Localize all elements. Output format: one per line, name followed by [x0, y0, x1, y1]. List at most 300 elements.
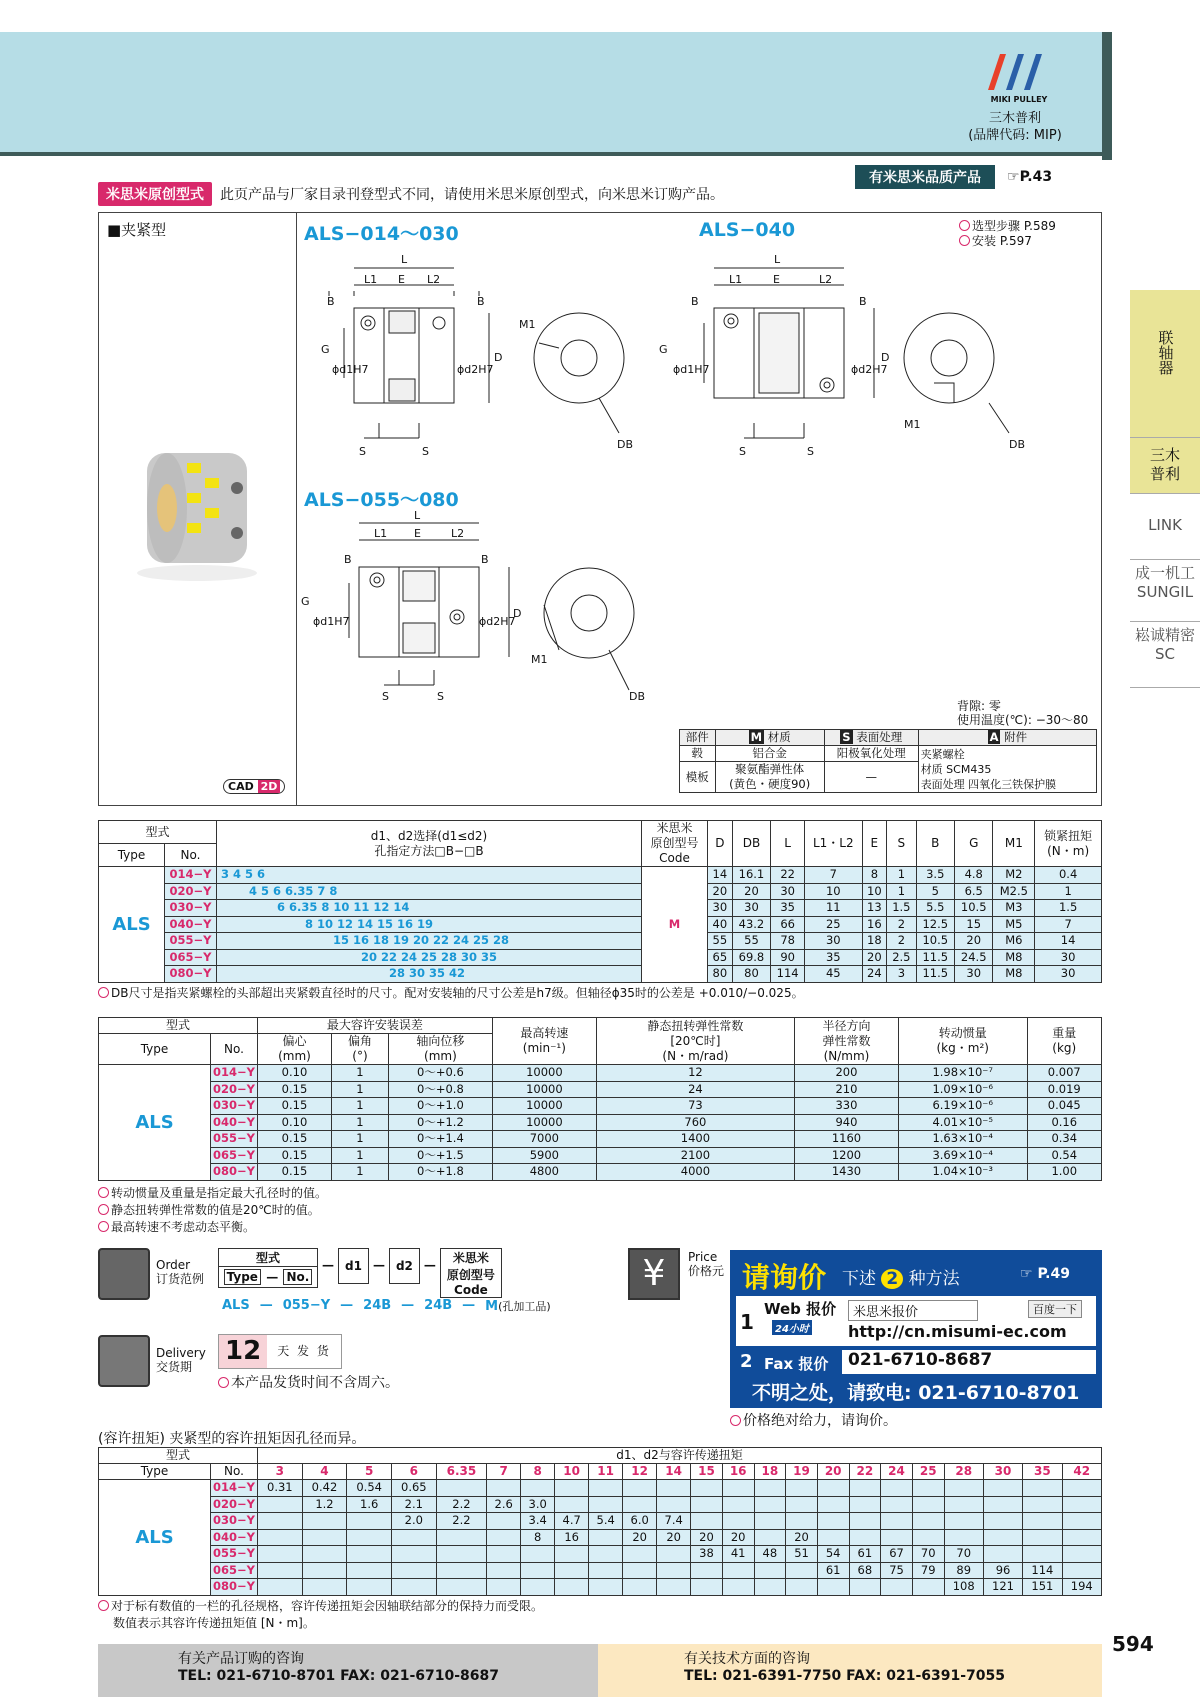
t3-cell	[391, 1579, 436, 1596]
dim-G: G	[659, 343, 668, 356]
t2-cell: 10000	[492, 1114, 596, 1131]
notice-bar	[98, 182, 724, 206]
t1-cell: 43.2	[732, 916, 770, 933]
t3-cell	[722, 1496, 754, 1513]
t3-cell	[786, 1496, 818, 1513]
t3-cell: 20	[786, 1529, 818, 1546]
t1-cell: 69.8	[732, 949, 770, 966]
table-row	[99, 1081, 1102, 1098]
t1-cell: 15	[954, 916, 992, 933]
t2-cell: 5900	[492, 1147, 596, 1164]
t2-cell: 0〜+1.8	[388, 1164, 492, 1181]
t3-cell	[817, 1480, 849, 1497]
table-row	[99, 1065, 1102, 1082]
t3-cell	[983, 1496, 1022, 1513]
t3-bore-header: 20	[817, 1464, 849, 1480]
order-dash: —	[423, 1258, 436, 1272]
order-h-type: 型式	[219, 1249, 317, 1267]
price-label-en: Price	[688, 1250, 718, 1264]
t3-cell	[589, 1546, 623, 1563]
product-photo-panel	[99, 213, 297, 805]
t3-cell	[754, 1480, 786, 1497]
t1-cell: 35	[805, 949, 862, 966]
t2-cell: 0.54	[1027, 1147, 1101, 1164]
t3-cell	[691, 1579, 723, 1596]
t2-cell: 1	[332, 1114, 389, 1131]
t3-type: ALS	[99, 1480, 211, 1596]
dim-L1: L1	[729, 273, 743, 286]
install-ref: 安装 P.597	[972, 234, 1032, 248]
cad-label: CAD	[228, 780, 254, 793]
table-row	[99, 966, 1102, 983]
side-item-link[interactable]	[1130, 494, 1200, 560]
dim-d1: ϕd1H7	[313, 615, 350, 628]
t3-cell	[944, 1513, 983, 1530]
t3-cell	[1023, 1513, 1062, 1530]
t3-cell: 0.65	[391, 1480, 436, 1497]
t3-cell	[257, 1562, 302, 1579]
t2-cell: 0〜+1.0	[388, 1098, 492, 1115]
t1-cell: M8	[993, 966, 1035, 983]
t3-cell	[722, 1562, 754, 1579]
t3-cell	[347, 1513, 392, 1530]
t3-cell	[657, 1546, 691, 1563]
side-item-label: 崧诚精密 SC	[1134, 626, 1195, 663]
dim-D: D	[881, 351, 890, 364]
t3-cell	[786, 1562, 818, 1579]
category-label: ■夹紧型	[107, 221, 167, 239]
dimension-drawing-055-080	[299, 495, 659, 735]
t2-cell: 0.019	[1027, 1081, 1101, 1098]
t3-cell	[881, 1496, 913, 1513]
t3-cell	[555, 1579, 589, 1596]
t3-bore-header: 18	[754, 1464, 786, 1480]
t1-header-col: M1	[993, 821, 1035, 867]
order-example-d2: 24B	[424, 1298, 453, 1313]
t3-cell	[302, 1579, 347, 1596]
t3-bore-header: 6	[391, 1464, 436, 1480]
t2-cell: 10000	[492, 1065, 596, 1082]
t3-cell	[691, 1496, 723, 1513]
t3-cell	[754, 1579, 786, 1596]
hint-icon	[730, 1415, 741, 1426]
side-item-miki[interactable]	[1130, 438, 1200, 494]
t2-header-col: 最高转速 (min⁻¹)	[492, 1018, 596, 1065]
t3-cell: 20	[623, 1529, 657, 1546]
t1-cell: M6	[993, 933, 1035, 950]
table-row	[99, 1562, 1102, 1579]
t2-header-type: 型式	[99, 1018, 258, 1034]
quote-subtitle-1: 下述	[842, 1269, 876, 1289]
t3-bore-header: 24	[881, 1464, 913, 1480]
dim-d2: ϕd2H7	[457, 363, 494, 376]
t2-cell: 1	[332, 1164, 389, 1181]
t3-cell: 4.7	[555, 1513, 589, 1530]
t1-cell: 30	[708, 900, 733, 917]
side-item-label: 成一机工 SUNGIL	[1134, 564, 1195, 601]
t3-cell	[944, 1480, 983, 1497]
t1-header-col: L1・L2	[805, 821, 862, 867]
t1-cell: 7	[1035, 916, 1102, 933]
t3-cell	[1062, 1496, 1101, 1513]
t2-type: ALS	[99, 1065, 211, 1181]
t2-no: 014−Y	[211, 1065, 258, 1082]
t1-header-col: E	[862, 821, 887, 867]
order-inquiry-footer	[98, 1644, 598, 1697]
web-search-box[interactable]: 米思米报价	[848, 1300, 978, 1321]
t3-cell	[722, 1513, 754, 1530]
t3-cell	[1062, 1513, 1101, 1530]
t3-cell: 16	[555, 1529, 589, 1546]
t3-cell	[754, 1513, 786, 1530]
t1-cell: 3.5	[916, 867, 954, 884]
order-example-dash: —	[462, 1298, 476, 1313]
t3-no: 014−Y	[211, 1480, 258, 1497]
t1-cell: 35	[771, 900, 805, 917]
t3-cell: 38	[691, 1546, 723, 1563]
t3-cell	[1062, 1480, 1101, 1497]
t3-cell: 2.0	[391, 1513, 436, 1530]
t3-cell: 1.6	[347, 1496, 392, 1513]
t3-cell	[487, 1529, 521, 1546]
t3-cell	[1023, 1546, 1062, 1563]
t2-cell: 1	[332, 1147, 389, 1164]
mat-material: 聚氨酯弹性体 (黄色・硬度90)	[715, 762, 824, 793]
t3-bore-header: 19	[786, 1464, 818, 1480]
accessory-name: 夹紧螺栓	[920, 747, 965, 761]
t1-cell: 30	[805, 933, 862, 950]
t3-cell	[849, 1513, 881, 1530]
t3-cell	[436, 1480, 487, 1497]
t3-cell	[881, 1513, 913, 1530]
t2-header-col: 转动惯量 (kg・m²)	[898, 1018, 1027, 1065]
quote-subtitle-2: 种方法	[908, 1269, 960, 1289]
dim-E: E	[773, 273, 780, 286]
mat-surface: —	[824, 762, 918, 793]
t3-bore-header: 15	[691, 1464, 723, 1480]
t2-no: 040−Y	[211, 1114, 258, 1131]
t1-header-col: G	[954, 821, 992, 867]
t1-header-bore: d1、d2选择(d1≤d2) 孔指定方法□B−□B	[217, 821, 642, 867]
t3-cell: 70	[912, 1546, 944, 1563]
quote-page-ref[interactable]	[1020, 1266, 1070, 1282]
t3-cell: 2.2	[436, 1513, 487, 1530]
t2-cell: 330	[794, 1098, 898, 1115]
t2-cell: 1.09×10⁻⁶	[898, 1081, 1027, 1098]
dim-B-right: B	[481, 553, 489, 566]
t3-cell	[555, 1496, 589, 1513]
t3-cell	[912, 1496, 944, 1513]
diagram-title-055-080: ALS−055〜080	[304, 489, 459, 511]
t1-cell: 10	[862, 883, 887, 900]
t3-cell: 2.2	[436, 1496, 487, 1513]
t1-cell: 16	[862, 916, 887, 933]
t1-bores: 6 6.35 8 10 11 12 14	[217, 900, 642, 917]
t3-cell	[555, 1546, 589, 1563]
t1-cell: M8	[993, 949, 1035, 966]
dim-DB: DB	[1009, 438, 1026, 451]
t3-cell: 5.4	[589, 1513, 623, 1530]
materials-table	[679, 729, 1097, 793]
t1-cell: 11.5	[916, 949, 954, 966]
t3-cell	[881, 1579, 913, 1596]
t3-cell: 54	[817, 1546, 849, 1563]
t3-cell	[391, 1546, 436, 1563]
dim-B-right: B	[477, 295, 485, 308]
t1-cell: 14	[1035, 933, 1102, 950]
t1-cell: 2	[887, 916, 916, 933]
t1-cell: 13	[862, 900, 887, 917]
dim-S-right: S	[807, 445, 814, 458]
side-item-coupling[interactable]	[1130, 290, 1200, 438]
order-inquiry-title: 有关产品订购的咨询	[178, 1651, 304, 1667]
miki-pulley-logo	[984, 50, 1054, 102]
t3-cell	[257, 1513, 302, 1530]
order-example-no: 055−Y	[282, 1298, 331, 1313]
t2-cell: 10000	[492, 1098, 596, 1115]
table-row	[99, 1114, 1102, 1131]
t3-cell: 75	[881, 1562, 913, 1579]
t1-cell: 90	[771, 949, 805, 966]
web-quote-label: Web 报价	[764, 1300, 837, 1318]
t3-cell: 1.2	[302, 1496, 347, 1513]
t2-cell: 200	[794, 1065, 898, 1082]
t1-no: 014−Y	[165, 867, 217, 884]
t3-cell	[817, 1529, 849, 1546]
t1-bores: 8 10 12 14 15 16 19	[217, 916, 642, 933]
t2-cell: 0.045	[1027, 1098, 1101, 1115]
t3-cell	[881, 1529, 913, 1546]
t3-cell	[623, 1480, 657, 1497]
web-search-button[interactable]: 百度一下	[1028, 1300, 1082, 1318]
t1-cell: 20	[862, 949, 887, 966]
24h-badge: 24小时	[772, 1320, 812, 1335]
table2-note-text: 最高转速不考虑动态平衡。	[111, 1220, 256, 1234]
dim-S-left: S	[359, 445, 366, 458]
dim-L2: L2	[819, 273, 833, 286]
price-label	[688, 1250, 724, 1278]
t3-bore-header: 10	[555, 1464, 589, 1480]
original-type-tag: 米思米原创型式	[98, 182, 212, 206]
delivery-unit: 天 发 货	[277, 1344, 331, 1358]
t1-cell: 20	[732, 883, 770, 900]
t2-cell: 0〜+0.8	[388, 1081, 492, 1098]
t3-cell	[257, 1496, 302, 1513]
dim-DB: DB	[629, 690, 646, 703]
t2-header-error: 最大容许安装误差	[257, 1018, 492, 1034]
t3-cell: 41	[722, 1546, 754, 1563]
t1-cell: 114	[771, 966, 805, 983]
t3-cell	[786, 1480, 818, 1497]
dim-M1: M1	[531, 653, 548, 666]
t3-cell: 108	[944, 1579, 983, 1596]
t1-cell: 24.5	[954, 949, 992, 966]
t1-cell: 10	[805, 883, 862, 900]
t3-cell	[347, 1546, 392, 1563]
side-item-sungil[interactable]	[1130, 560, 1200, 622]
cad-2d-label: 2D	[258, 780, 281, 793]
web-quote-number: 1	[740, 1310, 754, 1334]
dim-S-left: S	[382, 690, 389, 703]
table2-notes	[98, 1185, 327, 1236]
dim-B-right: B	[859, 295, 867, 308]
t1-no: 020−Y	[165, 883, 217, 900]
t2-cell: 0.007	[1027, 1065, 1101, 1082]
t3-cell: 51	[786, 1546, 818, 1563]
t3-cell	[1062, 1546, 1101, 1563]
order-example-dash: —	[340, 1298, 354, 1313]
t2-cell: 0.34	[1027, 1131, 1101, 1148]
table-row	[99, 1164, 1102, 1181]
t3-cell	[754, 1529, 786, 1546]
t3-bore-header: 7	[487, 1464, 521, 1480]
notice-text: 此页产品与厂家目录刊登型式不同，请使用米思米原创型式，向米思米订购产品。	[220, 187, 724, 203]
t2-no: 065−Y	[211, 1147, 258, 1164]
dim-d1: ϕd1H7	[673, 363, 710, 376]
page-ref-link[interactable]	[1007, 169, 1052, 185]
t2-cell: 7000	[492, 1131, 596, 1148]
t1-cell: 30	[954, 966, 992, 983]
order-dash: —	[322, 1258, 334, 1272]
mat-header-surface-label: 表面处理	[856, 730, 903, 744]
t3-cell: 3.4	[521, 1513, 555, 1530]
price-note	[730, 1410, 897, 1430]
t1-cell: 1	[887, 883, 916, 900]
t3-cell	[521, 1546, 555, 1563]
dimension-drawing-040	[659, 233, 1059, 483]
t1-cell: 7	[805, 867, 862, 884]
yen-icon: ¥	[628, 1248, 680, 1300]
t1-cell: 20	[954, 933, 992, 950]
dim-S-left: S	[739, 445, 746, 458]
t3-cell	[302, 1546, 347, 1563]
t1-cell: 40	[708, 916, 733, 933]
t1-bores: 3 4 5 6	[217, 867, 642, 884]
contact-phone: 不明之处，请致电: 021-6710-8701	[752, 1382, 1080, 1404]
dim-L2: L2	[451, 527, 465, 540]
t1-code: M	[642, 867, 708, 983]
order-dash: —	[372, 1258, 385, 1272]
order-h-type-en: Type	[224, 1269, 261, 1285]
accessory-icon: A	[989, 730, 999, 744]
t3-cell	[817, 1513, 849, 1530]
t1-bores: 28 30 35 42	[217, 966, 642, 983]
t1-header-col: D	[708, 821, 733, 867]
t3-cell	[436, 1562, 487, 1579]
t3-cell	[436, 1579, 487, 1596]
t3-no: 055−Y	[211, 1546, 258, 1563]
t3-bore-header: 5	[347, 1464, 392, 1480]
t3-cell	[1023, 1496, 1062, 1513]
t2-cell: 0.15	[257, 1081, 331, 1098]
t1-cell: 6.5	[954, 883, 992, 900]
mat-header-surface	[824, 730, 918, 746]
table1-note	[98, 985, 804, 1002]
hint-icon	[98, 1204, 109, 1215]
t3-cell	[849, 1529, 881, 1546]
t3-cell	[881, 1480, 913, 1497]
t1-header-type: 型式	[99, 821, 217, 844]
dim-d2: ϕd2H7	[851, 363, 888, 376]
table-row	[99, 933, 1102, 950]
phone-icon	[98, 1248, 150, 1300]
diagram-title-040: ALS−040	[699, 219, 796, 241]
t3-cell: 0.54	[347, 1480, 392, 1497]
side-item-sc[interactable]	[1130, 622, 1200, 688]
brand-name-line1: 三木普利	[988, 111, 1041, 126]
ref-arrow-icon: ☞	[1007, 169, 1020, 185]
t3-bore-header: 16	[722, 1464, 754, 1480]
t1-cell: 22	[771, 867, 805, 884]
t2-cell: 4.01×10⁻⁵	[898, 1114, 1027, 1131]
dim-L1: L1	[374, 527, 388, 540]
t1-no: 030−Y	[165, 900, 217, 917]
t3-cell	[944, 1496, 983, 1513]
dim-G: G	[301, 595, 310, 608]
t3-cell: 79	[912, 1562, 944, 1579]
t1-cell: 2.5	[887, 949, 916, 966]
t1-cell: M5	[993, 916, 1035, 933]
cad-badge[interactable]	[223, 779, 285, 794]
t2-cell: 1	[332, 1065, 389, 1082]
t3-cell	[302, 1562, 347, 1579]
t1-cell: 3	[887, 966, 916, 983]
backlash-spec: 背隙: 零	[957, 699, 1001, 713]
t3-cell	[302, 1513, 347, 1530]
hint-icon	[98, 1187, 109, 1198]
selection-ref-link[interactable]	[959, 219, 1056, 234]
t3-cell: 8	[521, 1529, 555, 1546]
t1-header-col: L	[771, 821, 805, 867]
order-code: 米思米 原创型号 Code	[440, 1248, 502, 1298]
t3-header-type-sub: Type	[99, 1464, 211, 1480]
t3-cell	[817, 1496, 849, 1513]
t1-header-code: 米思米 原创型号 Code	[642, 821, 708, 867]
table2-note	[98, 1202, 327, 1219]
order-example-note: (孔加工品)	[498, 1300, 551, 1313]
page-ref: P.43	[1019, 169, 1053, 185]
t3-cell: 151	[1023, 1579, 1062, 1596]
t2-no: 055−Y	[211, 1131, 258, 1148]
dim-L2: L2	[427, 273, 441, 286]
t3-bore-header: 4	[302, 1464, 347, 1480]
fax-quote-label: Fax 报价	[764, 1355, 829, 1373]
web-url[interactable]: http://cn.misumi-ec.com	[848, 1322, 1067, 1341]
tech-inquiry-contact: TEL: 021-6391-7750 FAX: 021-6391-7055	[684, 1668, 1005, 1684]
dim-B-left: B	[327, 295, 335, 308]
t3-cell	[347, 1579, 392, 1596]
surface-icon: S	[842, 730, 851, 744]
header-shadow	[1102, 32, 1112, 160]
hint-icon	[98, 1600, 109, 1611]
t3-no: 040−Y	[211, 1529, 258, 1546]
t1-cell: 30	[1035, 966, 1102, 983]
t1-cell: 78	[771, 933, 805, 950]
t2-cell: 6.19×10⁻⁶	[898, 1098, 1027, 1115]
dim-S-right: S	[437, 690, 444, 703]
t2-header-col: 半径方向 弹性常数 (N/mm)	[794, 1018, 898, 1065]
t1-cell: 80	[732, 966, 770, 983]
t3-cell	[657, 1496, 691, 1513]
material-icon: M	[750, 730, 763, 744]
price-label-cn: 价格元	[688, 1264, 725, 1278]
t3-cell: 6.0	[623, 1513, 657, 1530]
torque-table	[98, 1447, 1102, 1596]
t2-cell: 1.04×10⁻³	[898, 1164, 1027, 1181]
dim-M1: M1	[904, 418, 921, 431]
t1-no: 040−Y	[165, 916, 217, 933]
t1-header-type-sub: Type	[99, 844, 165, 867]
